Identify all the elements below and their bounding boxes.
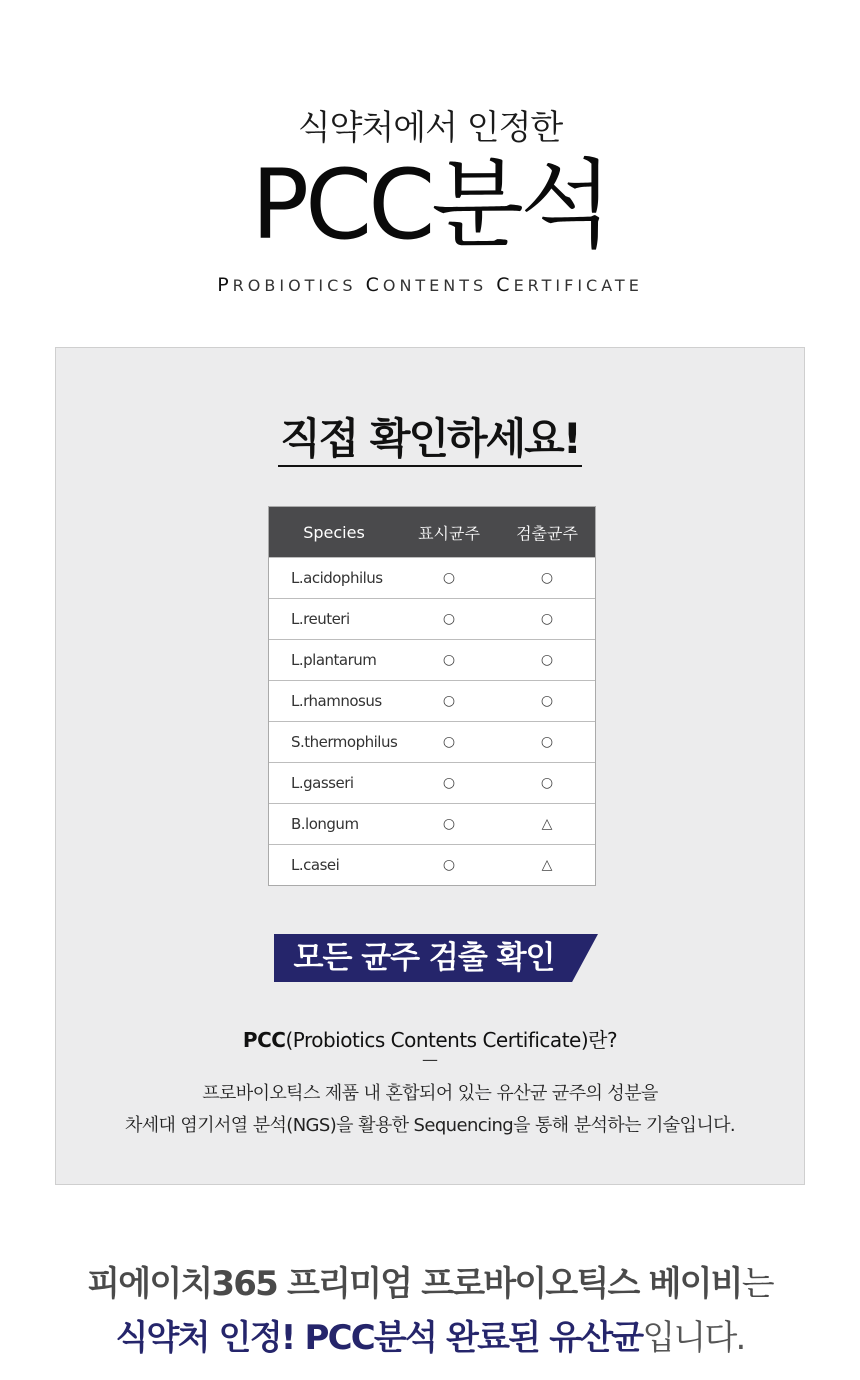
panel-heading xyxy=(56,406,804,466)
acronym-line xyxy=(0,274,860,296)
labeled-cell: ○ xyxy=(442,775,456,791)
strain-table xyxy=(268,506,596,886)
info-panel xyxy=(55,347,805,1185)
footer-line-1 xyxy=(0,1256,860,1305)
banner-text: 모든 균주 검출 확인 xyxy=(293,940,555,976)
table-row xyxy=(269,639,595,680)
species-cell: L.casei xyxy=(291,856,340,874)
detected-cell: △ xyxy=(541,816,553,832)
header-labeled: 표시균주 xyxy=(418,523,480,543)
footer-line-2-light: 입니다. xyxy=(642,1318,745,1358)
acronym-letter: C xyxy=(365,274,383,296)
header-species: Species xyxy=(303,522,365,542)
species-cell: L.acidophilus xyxy=(291,569,383,587)
detected-cell: ○ xyxy=(540,611,554,627)
divider-dash: — xyxy=(422,1050,438,1069)
detected-cell: ○ xyxy=(540,570,554,586)
pcc-question-bold: PCC xyxy=(242,1028,286,1052)
table-row xyxy=(269,557,595,598)
detected-cell: △ xyxy=(541,857,553,873)
footer-line-1-light: 는 xyxy=(741,1264,773,1304)
footer-line-2-bold: 식약처 인정! PCC분석 완료된 유산균 xyxy=(115,1318,643,1358)
labeled-cell: ○ xyxy=(442,816,456,832)
footer-line-1-bold: 피에이치365 프리미엄 프로바이오틱스 베이비 xyxy=(87,1264,742,1304)
labeled-cell: ○ xyxy=(442,570,456,586)
acronym-word: ROBIOTICS xyxy=(232,276,366,295)
detected-cell: ○ xyxy=(540,693,554,709)
pcc-description xyxy=(56,1078,804,1142)
detected-cell: ○ xyxy=(540,652,554,668)
desc-line: 프로바이오틱스 제품 내 혼합되어 있는 유산균 균주의 성분을 xyxy=(202,1083,658,1104)
table-header xyxy=(269,507,595,557)
labeled-cell: ○ xyxy=(442,652,456,668)
header-detected: 검출균주 xyxy=(516,523,578,543)
table-row xyxy=(269,762,595,803)
page-title: PCC분석 xyxy=(251,149,609,261)
table-row xyxy=(269,721,595,762)
species-cell: L.gasseri xyxy=(291,774,354,792)
pcc-question xyxy=(56,1024,804,1053)
footer-line-2 xyxy=(0,1310,860,1359)
acronym-letter: C xyxy=(496,274,514,296)
species-cell: L.reuteri xyxy=(291,610,350,628)
table-row xyxy=(269,680,595,721)
detected-cell: ○ xyxy=(540,775,554,791)
detected-cell: ○ xyxy=(540,734,554,750)
labeled-cell: ○ xyxy=(442,857,456,873)
table-row xyxy=(269,844,595,885)
table-row xyxy=(269,803,595,844)
pcc-question-rest: (Probiotics Contents Certificate)란? xyxy=(285,1028,618,1052)
labeled-cell: ○ xyxy=(442,734,456,750)
acronym-letter: P xyxy=(217,274,233,296)
species-cell: L.plantarum xyxy=(291,651,377,669)
table-row xyxy=(269,598,595,639)
page-subtitle: 식약처에서 인정한 xyxy=(297,108,563,148)
acronym-word: ONTENTS xyxy=(382,276,497,295)
labeled-cell: ○ xyxy=(442,693,456,709)
desc-line: 차세대 염기서열 분석(NGS)을 활용한 Sequencing을 통해 분석하는 기술입니다. xyxy=(124,1115,736,1136)
species-cell: L.rhamnosus xyxy=(291,692,382,710)
species-cell: B.longum xyxy=(291,815,359,833)
acronym-word: ERTIFICATE xyxy=(513,276,643,295)
panel-heading-text: 직접 확인하세요! xyxy=(278,414,582,467)
species-cell: S.thermophilus xyxy=(291,733,398,751)
labeled-cell: ○ xyxy=(442,611,456,627)
